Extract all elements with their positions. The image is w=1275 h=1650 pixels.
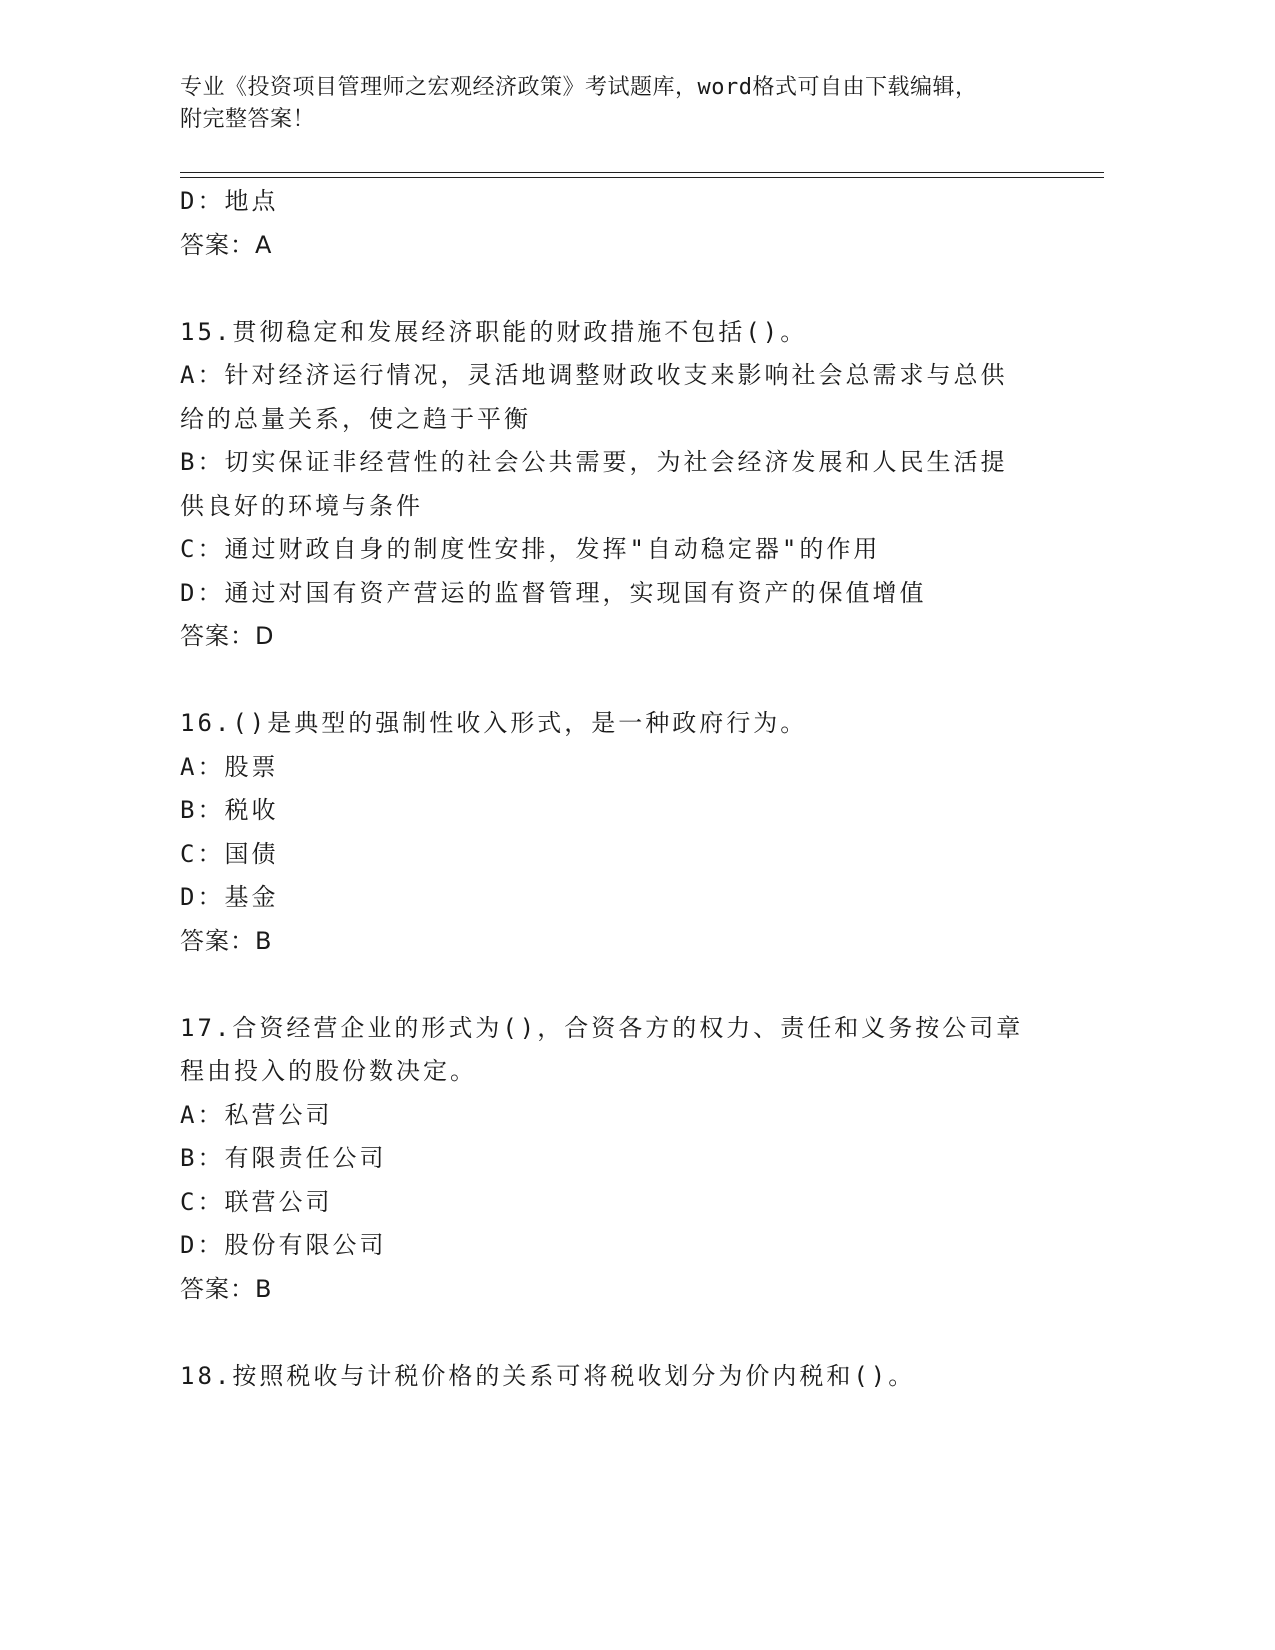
spacer <box>180 267 1040 311</box>
question-text: 15.贯彻稳定和发展经济职能的财政措施不包括()。 <box>180 317 808 346</box>
option-b-line-1: B：切实保证非经营性的社会公共需要，为社会经济发展和人民生活提 <box>180 448 1008 476</box>
option-b: B：有限责任公司 <box>180 1144 387 1172</box>
question-18 <box>180 1355 1040 1399</box>
answer: 答案：B <box>180 1274 273 1303</box>
question-14-tail <box>180 180 1040 267</box>
spacer <box>180 1311 1040 1355</box>
question-list <box>180 180 1040 1398</box>
option-a: A：私营公司 <box>180 1100 333 1129</box>
question-text-line-2: 程由投入的股份数决定。 <box>180 1057 477 1085</box>
answer: 答案：A <box>180 230 273 259</box>
question-text: 18.按照税收与计税价格的关系可将税收划分为价内税和()。 <box>180 1361 916 1390</box>
question-15 <box>180 311 1040 659</box>
question-text: 16.()是典型的强制性收入形式，是一种政府行为。 <box>180 709 808 737</box>
answer: 答案：B <box>180 926 273 955</box>
option-d: D：通过对国有资产营运的监督管理，实现国有资产的保值增值 <box>180 578 927 607</box>
header-line-1: 专业《投资项目管理师之宏观经济政策》考试题库，word格式可自由下载编辑， <box>180 75 978 100</box>
question-17 <box>180 1007 1040 1312</box>
header-divider-top <box>180 172 1104 173</box>
spacer <box>180 659 1040 703</box>
option-c: C：联营公司 <box>180 1187 333 1216</box>
option-a: A：股票 <box>180 752 279 781</box>
option-d: D：股份有限公司 <box>180 1231 387 1259</box>
option-a-line-1: A：针对经济运行情况，灵活地调整财政收支来影响社会总需求与总供 <box>180 361 1008 389</box>
header-divider-bottom <box>180 177 1104 178</box>
option-d: D：地点 <box>180 187 279 215</box>
option-d: D：基金 <box>180 883 279 911</box>
option-c: C：国债 <box>180 839 279 868</box>
option-a-line-2: 给的总量关系，使之趋于平衡 <box>180 404 531 433</box>
answer: 答案：D <box>180 622 275 650</box>
question-16 <box>180 702 1040 963</box>
question-text-line-1: 17.合资经营企业的形式为()，合资各方的权力、责任和义务按公司章 <box>180 1013 1024 1042</box>
option-c: C：通过财政自身的制度性安排，发挥"自动稳定器"的作用 <box>180 535 881 563</box>
header-line-2: 附完整答案！ <box>180 107 316 132</box>
option-b: B：税收 <box>180 796 279 824</box>
option-b-line-2: 供良好的环境与条件 <box>180 491 423 520</box>
page-header <box>180 72 1060 136</box>
spacer <box>180 963 1040 1007</box>
